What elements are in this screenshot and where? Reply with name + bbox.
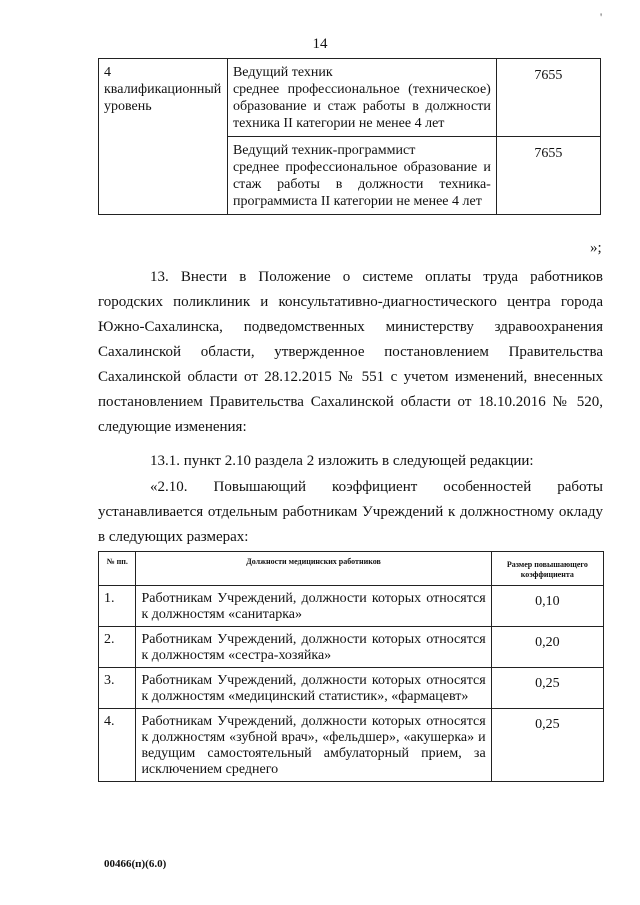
document-code: 00466(п)(6.0) xyxy=(104,858,167,870)
page-number: 14 xyxy=(312,36,328,52)
position-title: Ведущий техник xyxy=(232,65,333,80)
row-description: Работникам Учреждений, должности которых относятся к должностям «медицинский статистик», «фармацевт» xyxy=(136,668,491,709)
word: коэффициент xyxy=(332,479,418,495)
word: особенностей xyxy=(443,479,532,495)
row-description: Работникам Учреждений, должности которых относятся к должностям «зубной врач», «фельдшер», «акушерка» и ведущим самостоятельный амбулаторный прием, за исключением среднего xyxy=(136,709,491,782)
row-description: Работникам Учреждений, должности которых относятся к должностям «санитарка» xyxy=(136,586,491,627)
row-number: 2. xyxy=(99,627,136,668)
word: работы xyxy=(557,479,603,495)
row-number: 3. xyxy=(99,668,136,709)
position-requirements: среднее профессиональное образование и стаж работы в должности техника-программиста II категории не менее 4 лет xyxy=(232,160,491,209)
quote-end-mark: »; xyxy=(590,240,602,256)
row-coefficient: 0,25 xyxy=(491,668,603,709)
header-positions: Должности медицинских работников xyxy=(136,552,491,586)
row-description: Работникам Учреждений, должности которых относятся к должностям «сестра-хозяйка» xyxy=(136,627,491,668)
row-coefficient: 0,10 xyxy=(491,586,603,627)
table-row xyxy=(99,709,604,782)
word: «2.10. xyxy=(150,479,188,495)
paragraph-first-line xyxy=(98,475,603,500)
qualification-level: 4 квалификационный уровень xyxy=(99,59,228,215)
scan-mark: ' xyxy=(600,10,603,24)
salary-cell: 7655 xyxy=(496,59,600,137)
table-header-row xyxy=(99,552,604,586)
paragraph-13-1: 13.1. пункт 2.10 раздела 2 изложить в следующей редакции: xyxy=(150,453,534,469)
coefficient-table xyxy=(98,551,604,782)
paragraph-2-10 xyxy=(98,475,603,550)
header-coefficient: Размер повышающего коэффициента xyxy=(491,552,603,586)
qualification-table xyxy=(98,58,601,215)
salary-cell: 7655 xyxy=(496,137,600,215)
position-requirements: среднее профессиональное (техническое) образование и стаж работы в должности техника II категории не менее 4 лет xyxy=(232,82,491,131)
table-row xyxy=(99,627,604,668)
position-title: Ведущий техник-программист xyxy=(232,143,416,158)
word: Повышающий xyxy=(213,479,307,495)
row-number: 4. xyxy=(99,709,136,782)
paragraph-13: 13. Внести в Положение о системе оплаты труда работников городских поликлиник и консультативно-диагностического центра города Южно-Сахалинска, подведомственных министерству здравоохранения Сахалинской области, утвержденное постановлением Правительства Сахалинской области от 28.12.2015 № 551 с учетом изменений, внесенных постановлением Правительства Сахалинской области от 18.10.2016 № 520, следующие изменения: xyxy=(98,269,603,435)
row-coefficient: 0,25 xyxy=(491,709,603,782)
position-cell xyxy=(227,59,496,137)
table-row xyxy=(99,668,604,709)
paragraph-rest: устанавливается отдельным работникам Учреждений к должностному окладу в следующих размерах: xyxy=(98,504,603,545)
position-cell xyxy=(227,137,496,215)
table-row xyxy=(99,586,604,627)
table-row xyxy=(99,59,601,137)
header-number: № пп. xyxy=(99,552,136,586)
row-coefficient: 0,20 xyxy=(491,627,603,668)
row-number: 1. xyxy=(99,586,136,627)
